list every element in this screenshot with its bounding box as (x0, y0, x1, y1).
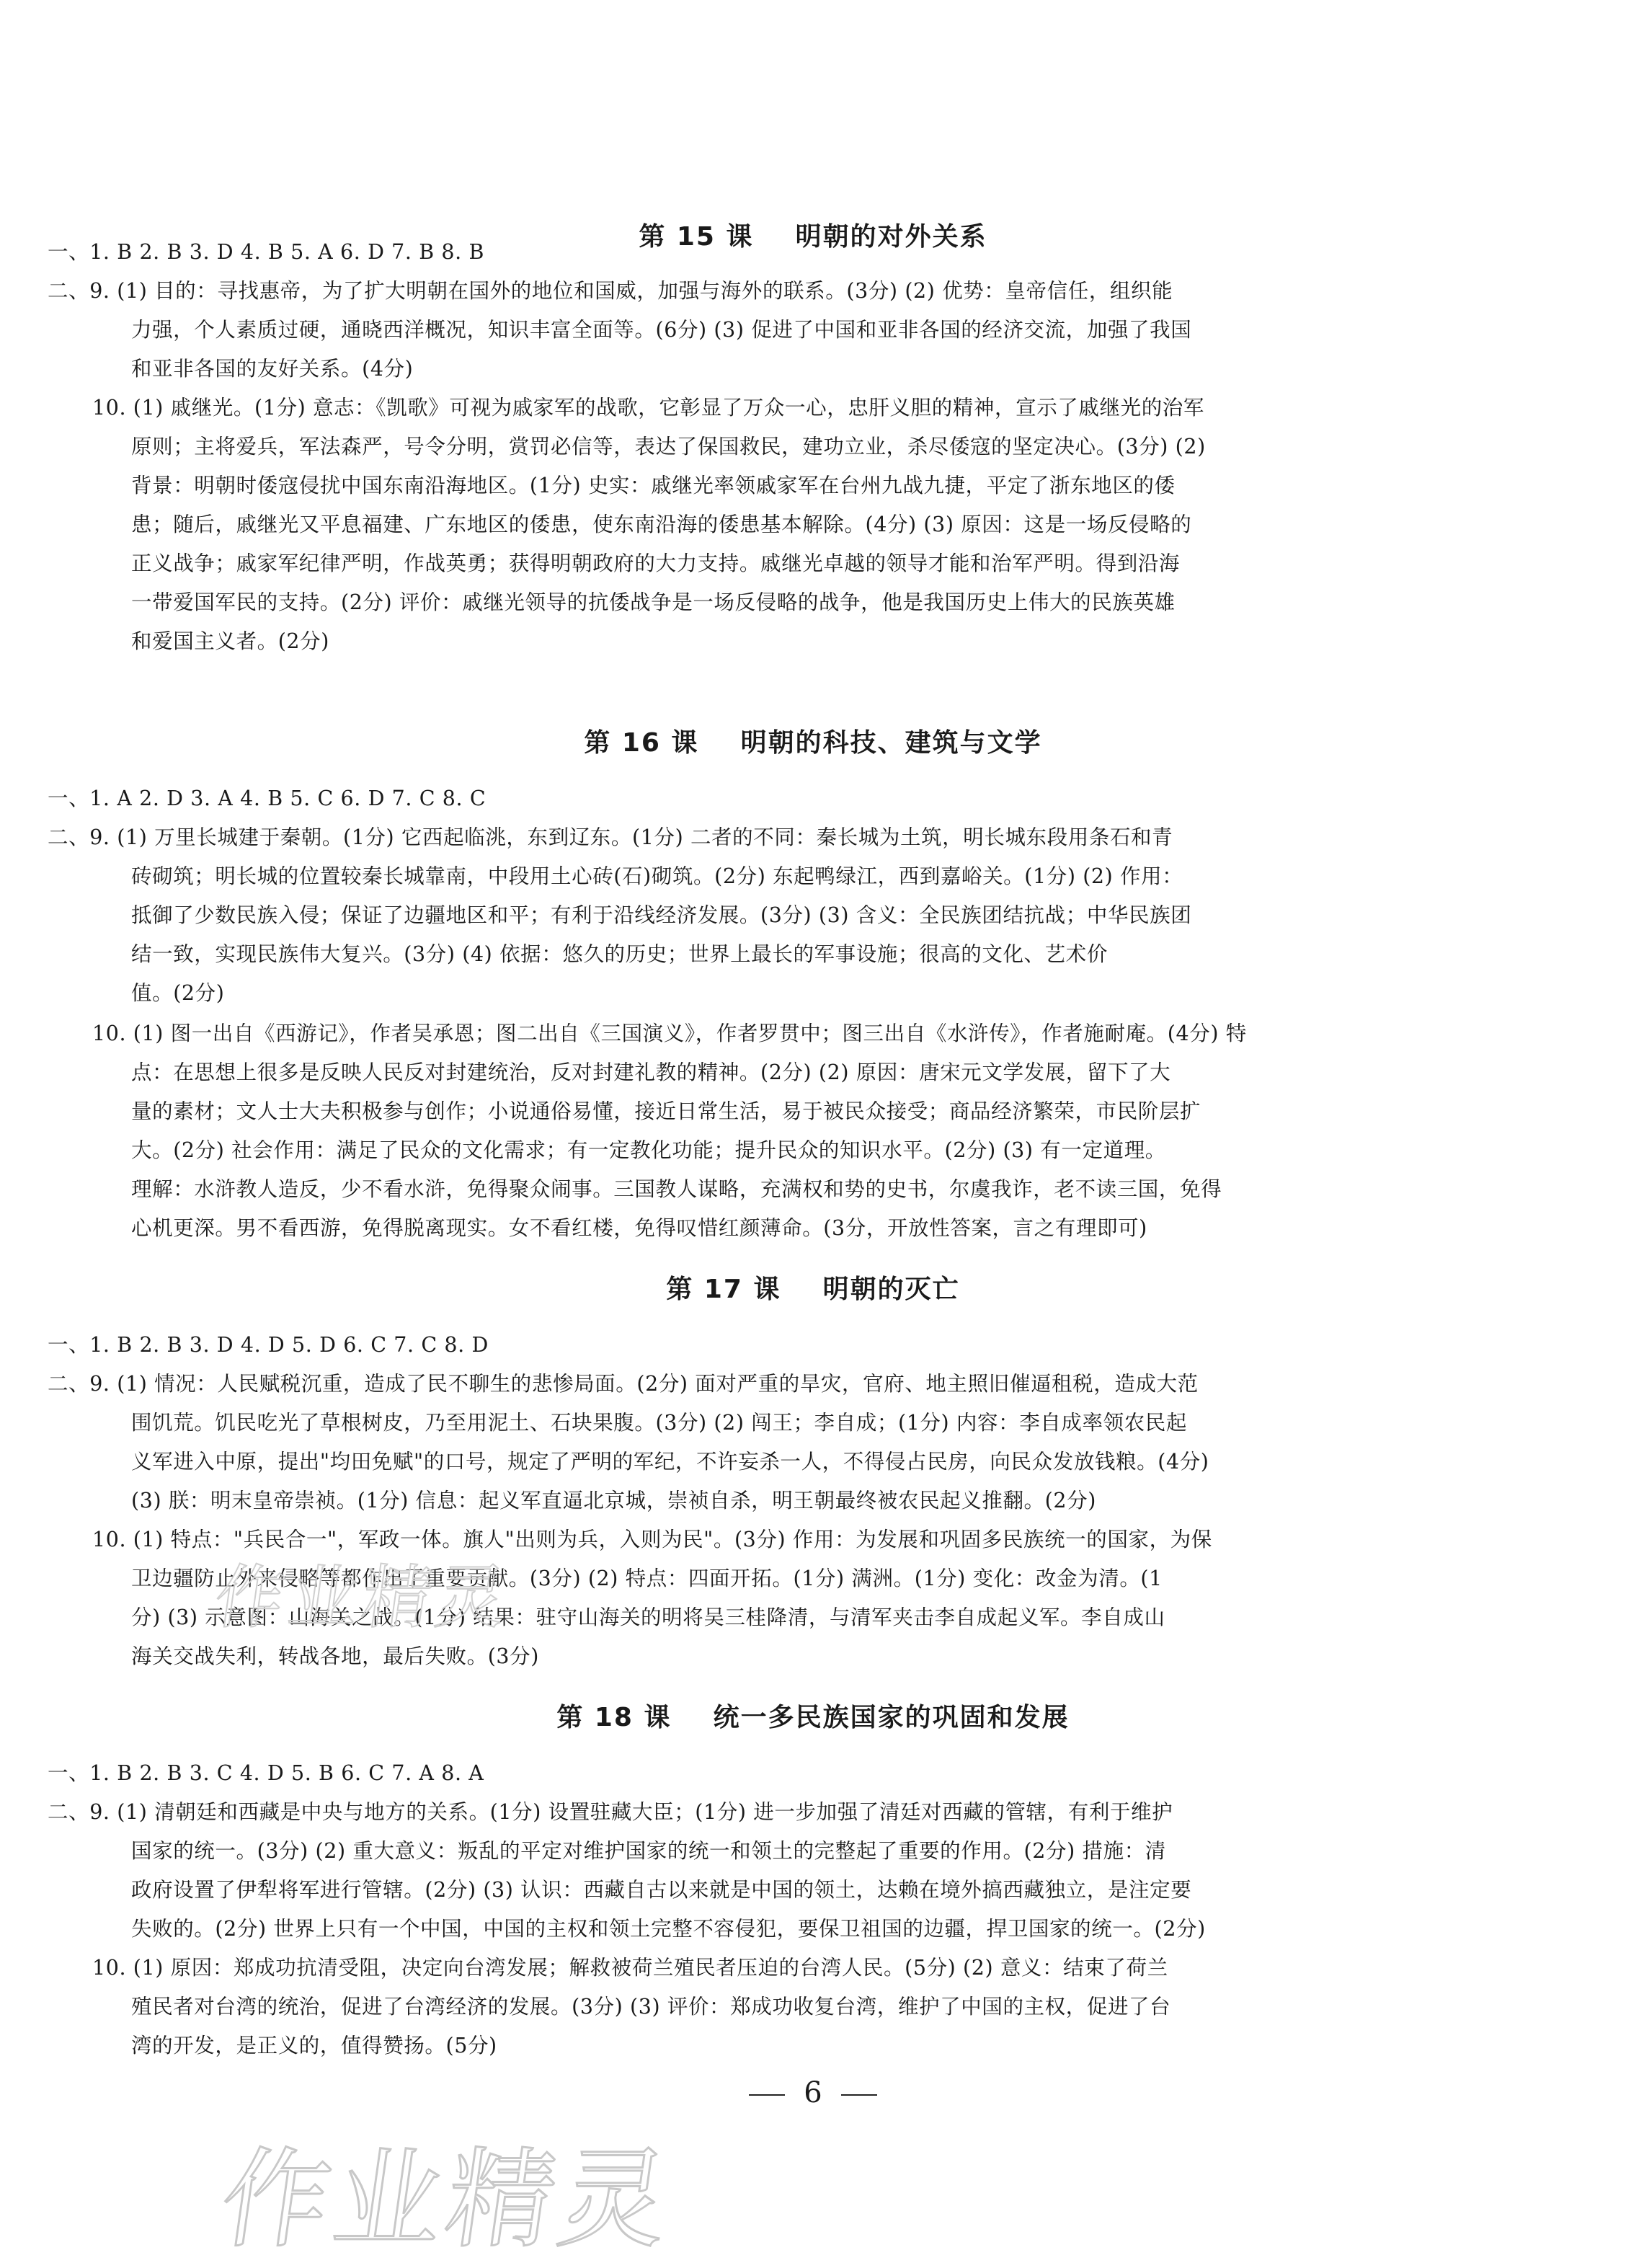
answer-line: 砖砌筑；明长城的位置较秦长城靠南，中段用土心砖(石)砌筑。(2分) 东起鸭绿江，西到嘉峪关。(1分) (2) 作用： (131, 864, 1183, 888)
lesson-17-title: 第 17 课 明朝的灭亡 (666, 1275, 960, 1304)
answer-line: 政府设置了伊犁将军进行管辖。(2分) (3) 认识：西藏自古以来就是中国的领土，达赖在境外搞西藏独立，是注定要 (131, 1878, 1192, 1902)
answer-line: 一带爱国军民的支持。(2分) 评价：戚继光领导的抗倭战争是一场反侵略的战争，他是我国历史上伟大的民族英雄 (131, 590, 1176, 614)
answer-line: 二、9. (1) 情况：人民赋税沉重，造成了民不聊生的悲惨局面。(2分) 面对严重的旱灾，官府、地主照旧催逼租税，造成大范 (48, 1372, 1199, 1396)
answer-line: (3) 朕：明末皇帝崇祯。(1分) 信息：起义军直逼北京城，崇祯自杀，明王朝最终被农民起义推翻。(2分) (131, 1489, 1096, 1512)
dash-left (749, 2094, 785, 2096)
answer-line: 失败的。(2分) 世界上只有一个中国，中国的主权和领土完整不容侵犯，要保卫祖国的边疆，捍卫国家的统一。(2分) (131, 1917, 1206, 1941)
lesson-18-title: 第 18 课 统一多民族国家的巩固和发展 (556, 1703, 1070, 1732)
dash-right (841, 2094, 877, 2096)
answer-line: 10. (1) 原因：郑成功抗清受阻，决定向台湾发展；解救被荷兰殖民者压迫的台湾人民。(5分) (2) 意义：结束了荷兰 (92, 1956, 1168, 1980)
lesson-15-title: 第 15 课 明朝的对外关系 (639, 222, 987, 252)
answer-line: 力强，个人素质过硬，通晓西洋概况，知识丰富全面等。(6分) (3) 促进了中国和亚非各国的经济交流，加强了我国 (131, 318, 1192, 342)
answer-line: 心机更深。男不看西游，免得脱离现实。女不看红楼，免得叹惜红颜薄命。(3分，开放性答案，言之有理即可) (131, 1216, 1147, 1240)
answer-line: 点：在思想上很多是反映人民反对封建统治，反对封建礼教的精神。(2分) (2) 原因：唐宋元文学发展，留下了大 (131, 1060, 1171, 1084)
watermark-logo: 作业精灵 (213, 2138, 681, 2263)
answer-line: 一、1. A 2. D 3. A 4. B 5. C 6. D 7. C 8. C (48, 787, 487, 810)
answer-line: 结一致，实现民族伟大复兴。(3分) (4) 依据：悠久的历史；世界上最长的军事设施；很高的文化、艺术价 (131, 942, 1108, 966)
answer-line: 分) (3) 示意图：山海关之战。(1分) 结果：驻守山海关的明将吴三桂降清，与清军夹击李自成起义军。李自成山 (131, 1605, 1165, 1629)
answer-line: 10. (1) 戚继光。(1分) 意志：《凯歌》可视为戚家军的战歌，它彰显了万众一心，忠肝义胆的精神，宣示了戚继光的治军 (92, 396, 1204, 420)
answer-line: 卫边疆防止外来侵略等都作出了重要贡献。(3分) (2) 特点：四面开拓。(1分) 满洲。(1分) 变化：改金为清。(1 (131, 1567, 1163, 1590)
answer-line: 正义战争；戚家军纪律严明，作战英勇；获得明朝政府的大力支持。戚继光卓越的领导才能和治军严明。得到沿海 (131, 552, 1181, 575)
answer-line: 值。(2分) (131, 981, 225, 1005)
answer-line: 患；随后，戚继光又平息福建、广东地区的倭患，使东南沿海的倭患基本解除。(4分) (3) 原因：这是一场反侵略的 (131, 513, 1192, 536)
answer-line: 10. (1) 图一出自《西游记》，作者吴承恩；图二出自《三国演义》，作者罗贯中；图三出自《水浒传》，作者施耐庵。(4分) 特 (92, 1022, 1247, 1045)
answer-line: 二、9. (1) 目的：寻找惠帝，为了扩大明朝在国外的地位和国威，加强与海外的联系。(3分) (2) 优势：皇帝信任，组织能 (48, 279, 1173, 303)
answer-line: 10. (1) 特点："兵民合一"，军政一体。旗人"出则为兵，入则为民"。(3分) 作用：为发展和巩固多民族统一的国家，为保 (92, 1528, 1212, 1551)
answer-line: 一、1. B 2. B 3. D 4. B 5. A 6. D 7. B 8. B (48, 240, 485, 264)
answer-line: 湾的开发，是正义的，值得赞扬。(5分) (131, 2034, 497, 2057)
answer-line: 量的素材；文人士大夫积极参与创作；小说通俗易懂，接近日常生活，易于被民众接受；商品经济繁荣，市民阶层扩 (131, 1099, 1201, 1123)
page-number: 6 (0, 2076, 1626, 2109)
answer-line: 二、9. (1) 清朝廷和西藏是中央与地方的关系。(1分) 设置驻藏大臣；(1分) 进一步加强了清廷对西藏的管辖，有利于维护 (48, 1800, 1173, 1824)
answer-line: 背景：明朝时倭寇侵扰中国东南沿海地区。(1分) 史实：戚继光率领戚家军在台州九战九捷，平定了浙东地区的倭 (131, 474, 1176, 497)
answer-line: 抵御了少数民族入侵；保证了边疆地区和平；有利于沿线经济发展。(3分) (3) 含义：全民族团结抗战；中华民族团 (131, 903, 1192, 927)
answer-line: 义军进入中原，提出"均田免赋"的口号，规定了严明的军纪，不许妄杀一人，不得侵占民房，向民众发放钱粮。(4分) (131, 1450, 1209, 1474)
answer-line: 一、1. B 2. B 3. C 4. D 5. B 6. C 7. A 8. A (48, 1761, 484, 1785)
answer-line: 国家的统一。(3分) (2) 重大意义：叛乱的平定对维护国家的统一和领土的完整起了重要的作用。(2分) 措施：清 (131, 1839, 1166, 1863)
watermark-logo: 作业精灵 (210, 1557, 515, 1638)
answer-line: 海关交战失利，转战各地，最后失败。(3分) (131, 1644, 539, 1668)
answer-line: 殖民者对台湾的统治，促进了台湾经济的发展。(3分) (3) 评价：郑成功收复台湾，维护了中国的主权，促进了台 (131, 1995, 1171, 2019)
answer-line: 二、9. (1) 万里长城建于秦朝。(1分) 它西起临洮，东到辽东。(1分) 二者的不同：秦长城为土筑，明长城东段用条石和青 (48, 825, 1173, 849)
answer-line: 围饥荒。饥民吃光了草根树皮，乃至用泥土、石块果腹。(3分) (2) 闯王；李自成；(1分) 内容：李自成率领农民起 (131, 1411, 1187, 1435)
answer-line: 大。(2分) 社会作用：满足了民众的文化需求；有一定教化功能；提升民众的知识水平。(2分) (3) 有一定道理。 (131, 1138, 1166, 1162)
answer-line: 原则；主将爱兵，军法森严，号令分明，赏罚必信等，表达了保国救民，建功立业，杀尽倭寇的坚定决心。(3分) (2) (131, 435, 1206, 459)
answer-line: 理解：水浒教人造反，少不看水浒，免得聚众闹事。三国教人谋略，充满权和势的史书，尔虞我诈，老不读三国，免得 (131, 1177, 1222, 1201)
answer-line: 和亚非各国的友好关系。(4分) (131, 357, 414, 381)
answer-line: 和爱国主义者。(2分) (131, 629, 329, 653)
lesson-16-title: 第 16 课 明朝的科技、建筑与文学 (584, 728, 1042, 758)
answer-line: 一、1. B 2. B 3. D 4. D 5. D 6. C 7. C 8. D (48, 1333, 489, 1357)
